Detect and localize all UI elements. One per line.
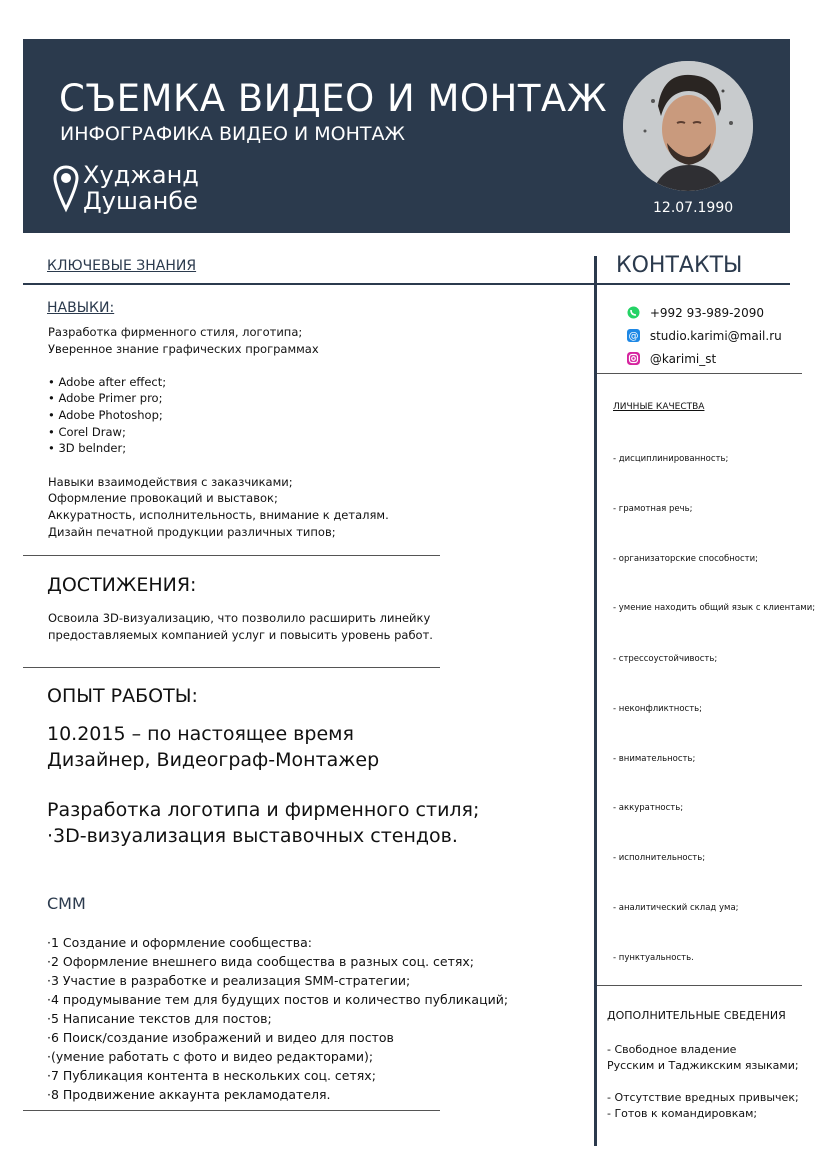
quality-item: - умение находить общий язык с клиентами;: [613, 603, 816, 613]
section-divider: [23, 555, 440, 556]
experience-period: 10.2015 – по настоящее время: [47, 723, 354, 745]
key-knowledge-heading: КЛЮЧЕВЫЕ ЗНАНИЯ: [47, 258, 197, 274]
additional-line: - Готов к командировкам;: [607, 1107, 758, 1120]
section-divider: [23, 1110, 440, 1111]
section-divider: [597, 373, 802, 374]
skills-heading: НАВЫКИ:: [47, 300, 115, 316]
contact-phone-row: [627, 306, 764, 320]
additional-line: Русским и Таджикским языками;: [607, 1059, 799, 1072]
additional-heading: ДОПОЛНИТЕЛЬНЫЕ СВЕДЕНИЯ: [607, 1009, 786, 1022]
whatsapp-icon: [627, 306, 640, 319]
contact-phone: +992 93-989-2090: [649, 306, 764, 320]
experience-role: Дизайнер, Видеограф-Монтажер: [47, 749, 380, 771]
smm-item: ·7 Публикация контента в нескольких соц. сетях;: [47, 1068, 376, 1083]
experience-duty: ·3D-визуализация выставочных стендов.: [47, 825, 458, 847]
contact-email-row: [627, 329, 782, 343]
smm-item: ·5 Написание текстов для постов;: [47, 1011, 272, 1026]
quality-item: - стрессоустойчивость;: [613, 654, 718, 664]
resume-title: СЪЕМКА ВИДЕО И МОНТАЖ: [59, 77, 608, 120]
quality-item: - исполнительность;: [613, 853, 706, 863]
header-banner: [23, 39, 790, 233]
smm-item: ·2 Оформление внешнего вида сообщества в разных соц. сетях;: [47, 954, 475, 969]
date-of-birth: 12.07.1990: [653, 200, 734, 216]
smm-item: ·6 Поиск/создание изображений и видео для постов: [47, 1030, 394, 1045]
skills-more-line: Навыки взаимодействия с заказчиками;: [48, 475, 293, 489]
smm-list: [47, 933, 508, 1104]
quality-item: - аналитический склад ума;: [613, 903, 739, 913]
skills-more-line: Аккуратность, исполнительность, внимание к деталям.: [48, 508, 389, 522]
software-item: • 3D belnder;: [48, 441, 127, 455]
location-city-1: Худжанд: [83, 161, 199, 189]
location-city-2: Душанбе: [83, 187, 198, 215]
section-divider: [23, 667, 440, 668]
quality-item: - грамотная речь;: [613, 504, 693, 514]
email-icon: [627, 329, 640, 342]
achievements-line: предоставляемых компанией услуг и повысить уровень работ.: [48, 628, 433, 642]
skills-intro-line: Разработка фирменного стиля, логотипа;: [48, 325, 303, 339]
svg-text:@: @: [628, 331, 639, 342]
quality-item: - аккуратность;: [613, 803, 684, 813]
experience-duty: Разработка логотипа и фирменного стиля;: [47, 799, 480, 821]
resume-subtitle: ИНФОГРАФИКА ВИДЕО И МОНТАЖ: [60, 123, 405, 145]
software-item: • Adobe Photoshop;: [48, 408, 163, 422]
smm-item: ·1 Создание и оформление сообщества:: [47, 935, 313, 950]
column-divider: [594, 256, 597, 1146]
location-pin-icon: [53, 165, 79, 213]
contacts-heading: КОНТАКТЫ: [616, 253, 743, 278]
contact-email[interactable]: studio.karimi@mail.ru: [649, 329, 782, 343]
software-item: • Adobe after effect;: [48, 375, 167, 389]
contact-instagram[interactable]: @karimi_st: [649, 352, 717, 366]
quality-item: - организаторские способности;: [613, 554, 758, 564]
profile-photo: [623, 61, 753, 191]
section-divider: [597, 985, 802, 986]
quality-item: - пунктуальность.: [613, 953, 694, 963]
smm-heading: СММ: [47, 894, 86, 913]
skills-more-line: Оформление провокаций и выставок;: [48, 491, 278, 505]
software-item: • Corel Draw;: [48, 425, 126, 439]
qualities-heading: ЛИЧНЫЕ КАЧЕСТВА: [613, 402, 705, 412]
experience-heading: ОПЫТ РАБОТЫ:: [47, 685, 198, 707]
skills-more-line: Дизайн печатной продукции различных типов;: [48, 525, 336, 539]
additional-line: - Отсутствие вредных привычек;: [607, 1091, 799, 1104]
achievements-heading: ДОСТИЖЕНИЯ:: [47, 574, 197, 596]
smm-item: ·8 Продвижение аккаунта рекламодателя.: [47, 1087, 331, 1102]
instagram-icon: [627, 352, 640, 365]
software-item: • Adobe Primer pro;: [48, 391, 163, 405]
quality-item: - внимательность;: [613, 754, 696, 764]
quality-item: - дисциплинированность;: [613, 454, 729, 464]
achievements-line: Освоила 3D-визуализацию, что позволило расширить линейку: [48, 611, 431, 625]
smm-item: ·3 Участие в разработке и реализация SMM-стратегии;: [47, 973, 411, 988]
section-divider-main: [23, 283, 790, 285]
smm-item: ·(умение работать с фото и видео редакторами);: [47, 1049, 374, 1064]
skills-intro-line: Уверенное знание графических программах: [48, 342, 319, 356]
quality-item: - неконфликтность;: [613, 704, 703, 714]
contact-instagram-row: [627, 352, 716, 366]
smm-item: ·4 продумывание тем для будущих постов и количество публикаций;: [47, 992, 509, 1007]
additional-line: - Свободное владение: [607, 1043, 737, 1056]
